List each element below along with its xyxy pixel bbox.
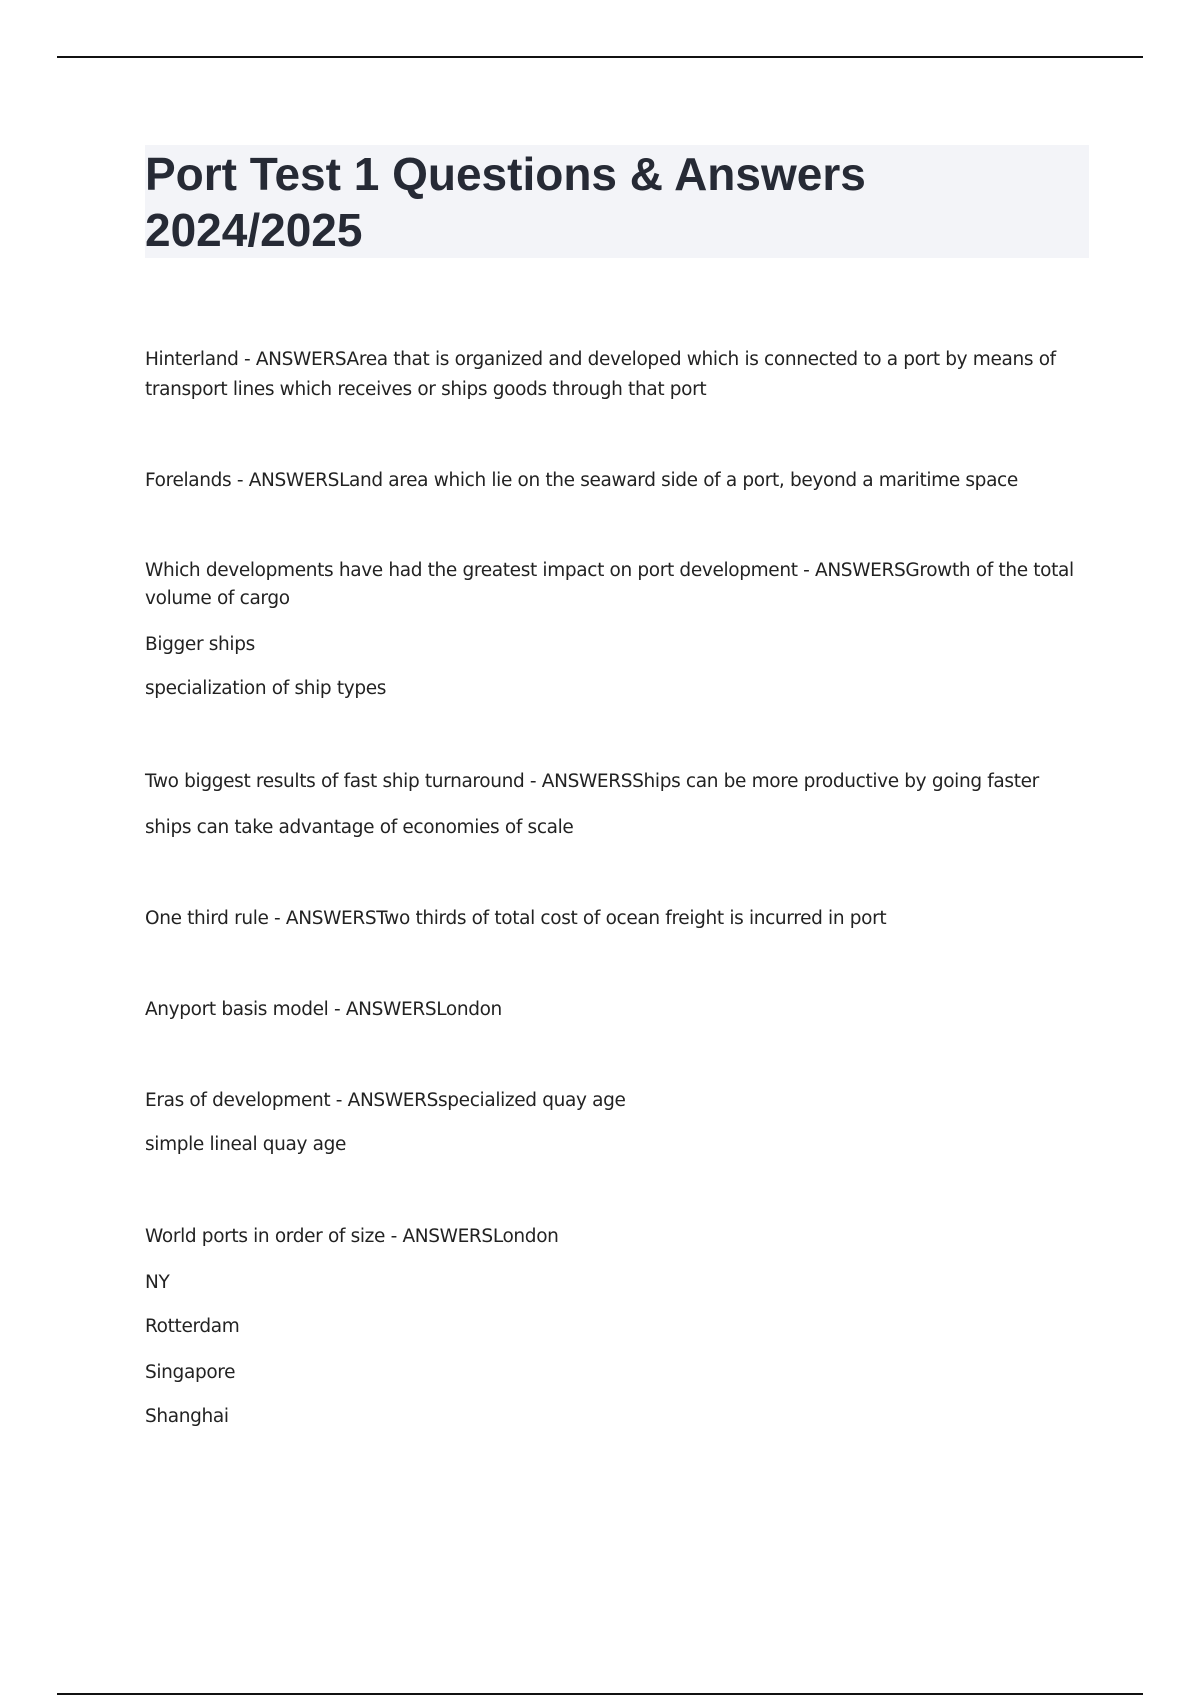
qa-extra-line: Singapore bbox=[145, 1362, 236, 1383]
qa-text: Eras of development - ANSWERSspecialized quay age bbox=[145, 1090, 626, 1111]
qa-extra-line: simple lineal quay age bbox=[145, 1134, 347, 1155]
qa-item-developments bbox=[145, 557, 1085, 704]
qa-extra-line: ships can take advantage of economies of scale bbox=[145, 817, 574, 838]
qa-extra-line: Bigger ships bbox=[145, 634, 255, 655]
qa-text: Hinterland - ANSWERSArea that is organized and developed which is connected to a port by means of transport lines which receives or ships goods through that port bbox=[145, 349, 1056, 400]
top-rule bbox=[57, 56, 1143, 58]
qa-extra-line: NY bbox=[145, 1272, 170, 1293]
qa-text: One third rule - ANSWERSTwo thirds of total cost of ocean freight is incurred in port bbox=[145, 908, 887, 929]
qa-item-forelands bbox=[145, 466, 1085, 496]
qa-item-world-ports bbox=[145, 1222, 1085, 1432]
qa-text: Which developments have had the greatest impact on port development - ANSWERSGrowth of the total volume of cargo bbox=[145, 560, 1074, 609]
qa-item-eras bbox=[145, 1086, 1085, 1160]
qa-item-anyport bbox=[145, 995, 1085, 1025]
qa-text: Anyport basis model - ANSWERSLondon bbox=[145, 999, 502, 1020]
bottom-rule bbox=[57, 1693, 1143, 1695]
qa-extra-line: Shanghai bbox=[145, 1406, 229, 1427]
page-title: Port Test 1 Questions & Answers 2024/2025 bbox=[145, 148, 866, 256]
qa-item-one-third-rule bbox=[145, 904, 1085, 934]
qa-extra-line: Rotterdam bbox=[145, 1316, 240, 1337]
qa-item-turnaround bbox=[145, 767, 1085, 843]
qa-text: Forelands - ANSWERSLand area which lie on the seaward side of a port, beyond a maritime space bbox=[145, 470, 1018, 491]
qa-text: Two biggest results of fast ship turnaround - ANSWERSShips can be more productive by going faster bbox=[145, 771, 1039, 792]
qa-item-hinterland bbox=[145, 345, 1085, 405]
qa-extra-line: specialization of ship types bbox=[145, 678, 387, 699]
qa-text: World ports in order of size - ANSWERSLondon bbox=[145, 1226, 559, 1247]
